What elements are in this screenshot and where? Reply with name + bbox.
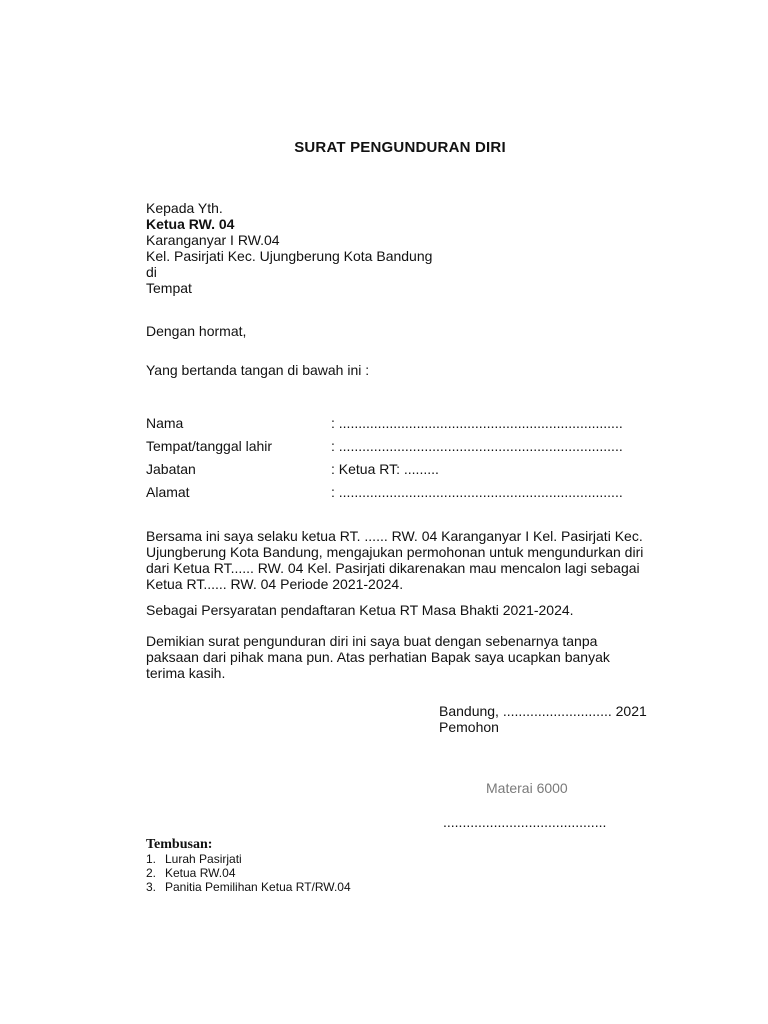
list-number: 2. <box>146 866 157 880</box>
place-date: Bandung, ............................ 2021 <box>439 703 647 719</box>
list-item <box>146 852 351 866</box>
document-title: SURAT PENGUNDURAN DIRI <box>294 139 506 156</box>
list-text: Panitia Pemilihan Ketua RT/RW.04 <box>165 880 351 894</box>
greeting: Dengan hormat, <box>146 323 247 339</box>
field-label-tempat-tanggal-lahir: Tempat/tanggal lahir <box>146 438 273 454</box>
cc-title: Tembusan: <box>146 837 213 852</box>
carbon-copy-section <box>146 838 351 894</box>
field-value-tempat-tanggal-lahir: : ......................................................................... <box>331 438 623 454</box>
signature-block <box>439 703 647 735</box>
cc-list <box>146 852 351 894</box>
body-paragraph-3 <box>146 633 666 681</box>
field-value-jabatan: : Ketua RT: ......... <box>331 461 439 477</box>
field-label-alamat: Alamat <box>146 484 190 500</box>
field-value-alamat: : ......................................................................... <box>331 484 623 500</box>
intro-text: Yang bertanda tangan di bawah ini : <box>146 362 370 378</box>
recipient-address <box>146 200 432 296</box>
recipient-line: Kepada Yth. <box>146 200 223 216</box>
list-text: Ketua RW.04 <box>165 866 236 880</box>
body-paragraph-1 <box>146 528 666 592</box>
list-item <box>146 880 351 894</box>
paragraph-line: paksaan dari pihak mana pun. Atas perhatian Bapak saya ucapkan banyak <box>146 649 610 665</box>
field-label-jabatan: Jabatan <box>146 461 196 477</box>
body-paragraph-2: Sebagai Persyaratan pendaftaran Ketua RT Masa Bhakti 2021-2024. <box>146 602 574 618</box>
paragraph-line: Ujungberung Kota Bandung, mengajukan permohonan untuk mengundurkan diri <box>146 544 644 560</box>
recipient-line: di <box>146 264 157 280</box>
recipient-name: Ketua RW. 04 <box>146 216 235 232</box>
applicant-label: Pemohon <box>439 719 499 735</box>
list-text: Lurah Pasirjati <box>165 852 242 866</box>
signature-line: .......................................... <box>443 814 607 830</box>
field-label-nama: Nama <box>146 415 184 431</box>
paragraph-line: Demikian surat pengunduran diri ini saya buat dengan sebenarnya tanpa <box>146 633 598 649</box>
paragraph-line: Ketua RT...... RW. 04 Periode 2021-2024. <box>146 576 404 592</box>
paragraph-line: terima kasih. <box>146 665 226 681</box>
paragraph-line: dari Ketua RT...... RW. 04 Kel. Pasirjati dikarenakan mau mencalon lagi sebagai <box>146 560 640 576</box>
recipient-line: Kel. Pasirjati Kec. Ujungberung Kota Bandung <box>146 248 433 264</box>
list-number: 3. <box>146 880 157 894</box>
stamp-placeholder: Materai 6000 <box>486 780 568 796</box>
recipient-line: Karanganyar I RW.04 <box>146 232 280 248</box>
list-number: 1. <box>146 852 157 866</box>
paragraph-line: Bersama ini saya selaku ketua RT. ...... RW. 04 Karanganyar I Kel. Pasirjati Kec. <box>146 528 643 544</box>
recipient-line: Tempat <box>146 280 192 296</box>
field-value-nama: : ......................................................................... <box>331 415 623 431</box>
list-item <box>146 866 351 880</box>
